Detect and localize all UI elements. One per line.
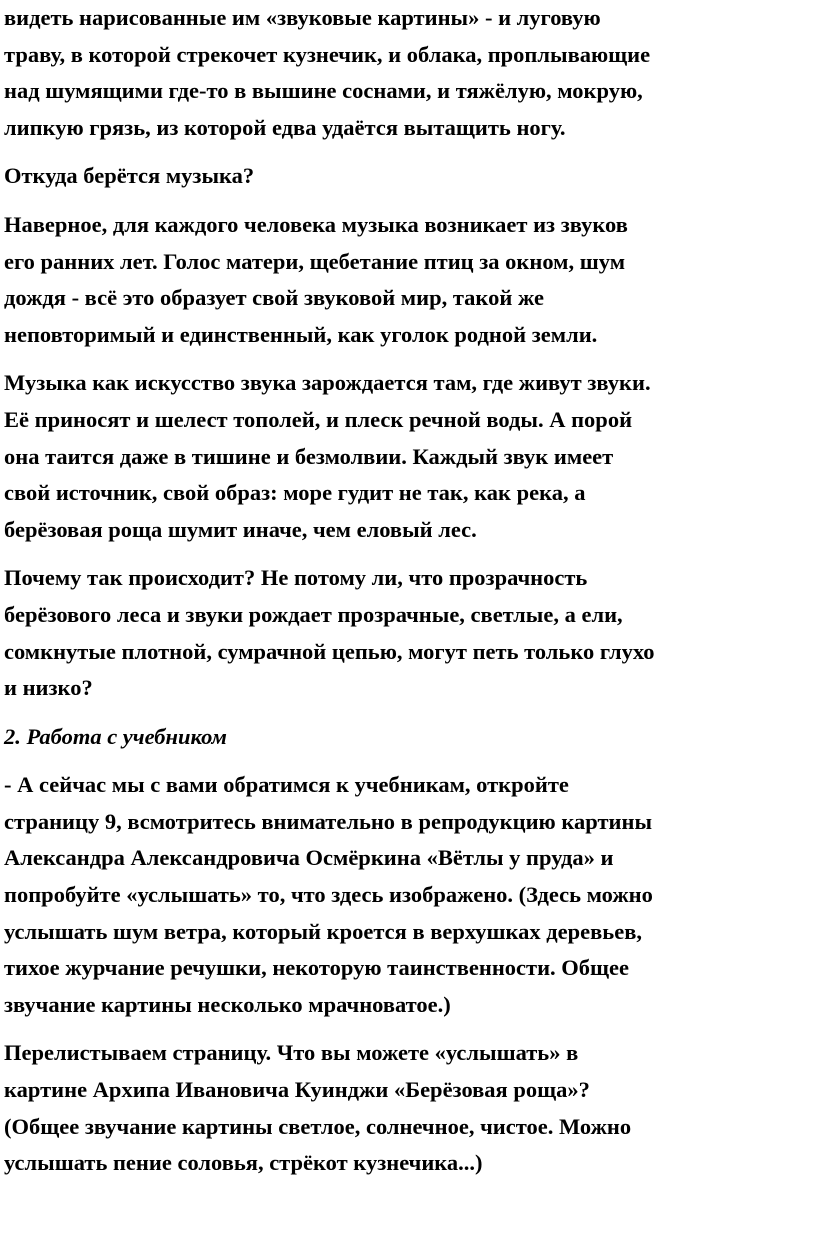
text-line: (Общее звучание картины светлое, солнечное, чистое. Можно [4, 1113, 632, 1139]
text-line: звучание картины несколько мрачноватое.) [4, 991, 451, 1017]
paragraph-sound-pictures [4, 0, 812, 146]
paragraph-question [4, 158, 812, 195]
text-line: свой источник, свой образ: море гудит не так, как река, а [4, 480, 586, 506]
document-page [4, 0, 812, 1182]
text-line: Перелистываем страницу. Что вы можете «услышать» в [4, 1040, 579, 1066]
text-line: видеть нарисованные им «звуковые картины» - и луговую [4, 5, 601, 30]
text-line: Наверное, для каждого человека музыка возникает из звуков [4, 211, 628, 237]
text-line: дождя - всё это образует свой звуковой мир, такой же [4, 285, 544, 311]
paragraph-early-sounds [4, 207, 812, 353]
text-line: липкую грязь, из которой едва удаётся вытащить ногу. [4, 114, 566, 140]
text-line: сомкнутые плотной, сумрачной цепью, могут петь только глухо [4, 638, 655, 664]
text-line: - А сейчас мы с вами обратимся к учебникам, откройте [4, 772, 569, 798]
heading-text: 2. Работа с учебником [4, 723, 227, 749]
text-line: его ранних лет. Голос матери, щебетание птиц за окном, шум [4, 248, 626, 274]
text-line: Её приносят и шелест тополей, и плеск речной воды. А порой [4, 406, 633, 432]
text-line: попробуйте «услышать» то, что здесь изображено. (Здесь можно [4, 882, 653, 908]
text-line: над шумящими где-то в вышине соснами, и тяжёлую, мокрую, [4, 78, 643, 104]
text-line: она таится даже в тишине и безмолвии. Каждый звук имеет [4, 443, 614, 469]
paragraph-textbook-task [4, 767, 812, 1023]
text-line: траву, в которой стрекочет кузнечик, и облака, проплывающие [4, 41, 651, 67]
text-line: Почему так происходит? Не потому ли, что прозрачность [4, 565, 588, 591]
text-line: неповторимый и единственный, как уголок родной земли. [4, 321, 598, 347]
text-line: Музыка как искусство звука зарождается там, где живут звуки. [4, 370, 651, 396]
text-line: страницу 9, всмотритесь внимательно в репродукцию картины [4, 808, 653, 834]
text-line: берёзового леса и звуки рождает прозрачные, светлые, а ели, [4, 601, 623, 627]
paragraph-music-art [4, 365, 812, 548]
paragraph-turn-page [4, 1035, 812, 1181]
text-line: тихое журчание речушки, некоторую таинственности. Общее [4, 955, 630, 981]
paragraph-why [4, 560, 812, 706]
text-line: берёзовая роща шумит иначе, чем еловый лес. [4, 516, 477, 542]
section-heading [4, 719, 812, 756]
text-line: и низко? [4, 675, 93, 701]
text-line: услышать пение соловья, стрёкот кузнечика...) [4, 1150, 483, 1176]
text-line: Александра Александровича Осмёркина «Вётлы у пруда» и [4, 845, 614, 871]
text-line: Откуда берётся музыка? [4, 163, 255, 189]
text-line: услышать шум ветра, который кроется в верхушках деревьев, [4, 918, 642, 944]
text-line: картине Архипа Ивановича Куинджи «Берёзовая роща»? [4, 1077, 590, 1103]
